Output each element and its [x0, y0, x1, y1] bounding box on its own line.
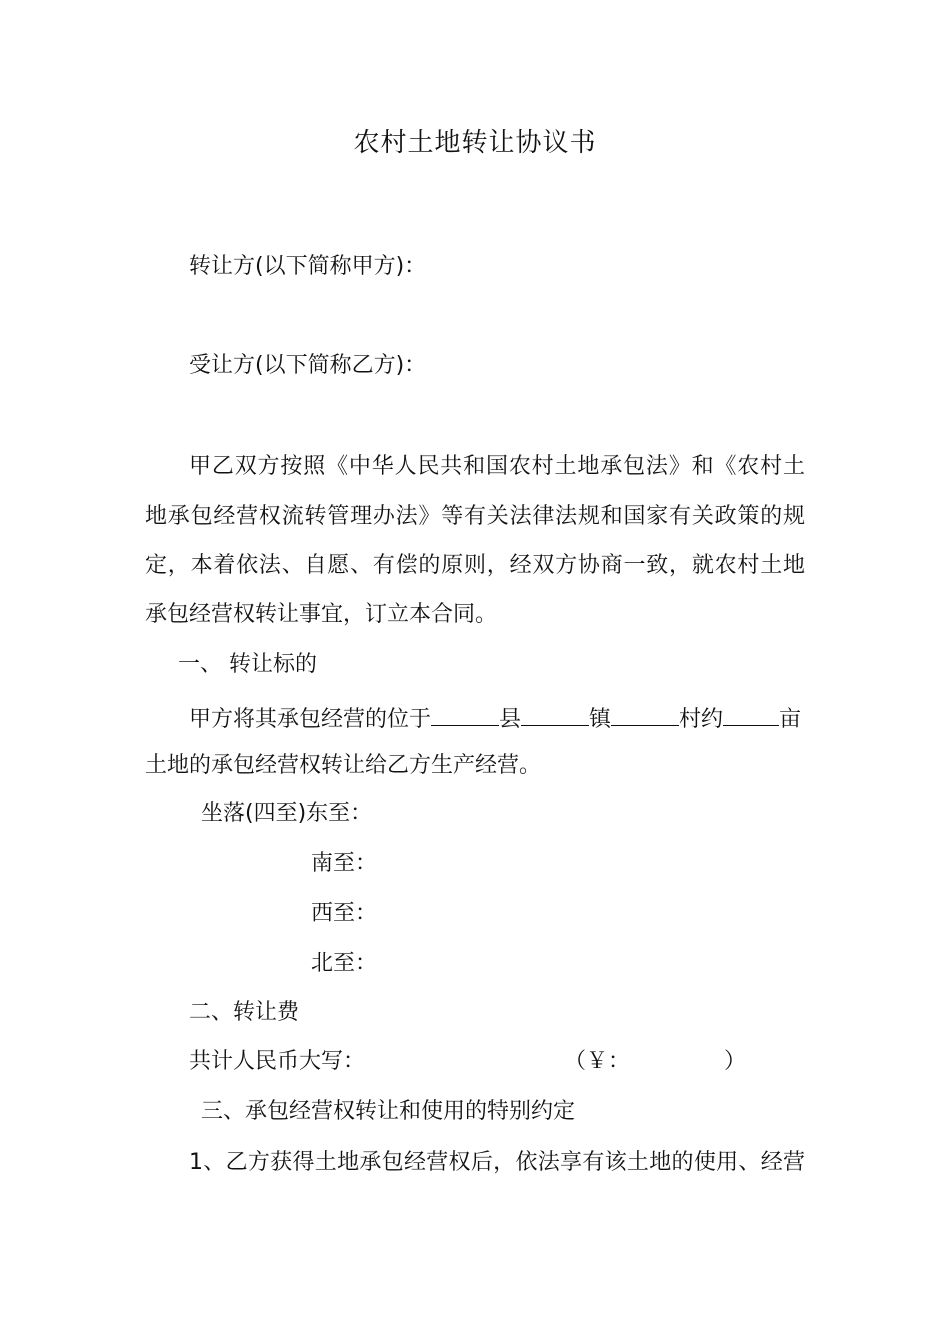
section3-heading: 三、承包经营权转让和使用的特别约定 [201, 1099, 576, 1124]
county-label: 县 [499, 707, 522, 732]
location-south: 南至： [311, 851, 378, 876]
town-label: 镇 [589, 707, 612, 732]
section1-prefix: 甲方将其承包经营的位于 [189, 707, 432, 732]
mu-blank[interactable] [723, 701, 779, 726]
mu-label: 亩 [779, 707, 802, 732]
location-west: 西至： [311, 901, 378, 926]
town-blank[interactable] [521, 701, 589, 726]
intro-line-1: 甲乙双方按照《中华人民共和国农村土地承包法》和《农村土 [189, 454, 805, 479]
location-north: 北至： [311, 951, 378, 976]
intro-line-2: 地承包经营权流转管理办法》等有关法律法规和国家有关政策的规 [145, 504, 805, 529]
fee-yuan-open: （￥： [564, 1049, 631, 1074]
fee-yuan-close: ） [724, 1049, 747, 1074]
section2-heading: 二、转让费 [189, 1000, 300, 1025]
clause-1: 1、乙方获得土地承包经营权后，依法享有该土地的使用、经营 [189, 1150, 805, 1175]
intro-line-4: 承包经营权转让事宜，订立本合同。 [145, 602, 498, 627]
transferee-line: 受让方(以下简称乙方)： [189, 353, 427, 378]
village-label: 村约 [679, 707, 724, 732]
section1-line2: 土地的承包经营权转让给乙方生产经营。 [145, 753, 542, 778]
section1-line1 [189, 701, 801, 735]
fee-label: 共计人民币大写： [189, 1049, 366, 1074]
document-title: 农村土地转让协议书 [353, 128, 597, 158]
county-blank[interactable] [431, 701, 499, 726]
village-blank[interactable] [611, 701, 679, 726]
intro-line-3: 定，本着依法、自愿、有偿的原则，经双方协商一致，就农村土地 [145, 553, 805, 578]
location-east: 坐落(四至)东至： [201, 801, 373, 826]
section1-heading: 一、 转让标的 [178, 652, 317, 677]
transferor-line: 转让方(以下简称甲方)： [189, 254, 427, 279]
